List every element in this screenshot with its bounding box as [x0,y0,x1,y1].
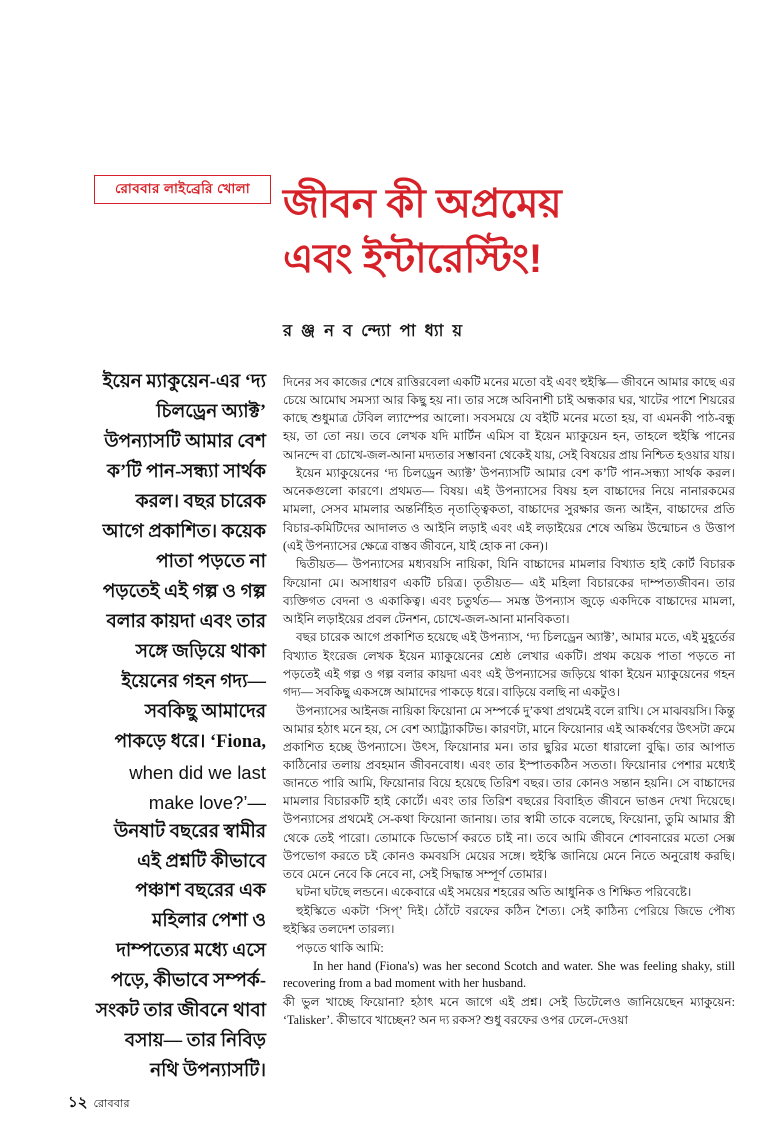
pull-quote-line: বসায়— তার নিবিড় [124,1031,266,1052]
pull-quote-line: make love?’— [148,791,266,813]
pull-quote [70,368,266,1087]
kicker-label: রোববার লাইব্রেরি খোলা [114,181,251,196]
pull-quote-line: when did we last [129,761,266,783]
pull-quote-line: পাকড়ে ধরে। ‘Fiona, [114,731,266,752]
pull-quote-line: সংকট তার জীবনে থাবা [95,1001,266,1022]
pull-quote-line: ক’টি পান-সন্ধ্যা সার্থক [107,461,266,482]
headline-line-1: জীবন কী অপ্রমেয় [283,181,562,226]
pull-quote-line: পঞ্চাশ বছরের এক [135,881,266,902]
page-number: ১২ [68,1094,88,1111]
pull-quote-line: চিলড্রেন অ্যাক্ট’ [156,401,266,422]
kicker-badge [94,175,271,204]
pull-quote-line: বলার কায়দা এবং তার [106,611,266,632]
article-masthead [0,150,770,340]
page-footer [68,1091,130,1116]
publication-name: রোববার [93,1098,130,1110]
body-paragraph: হুইস্কিতে একটা ‘সিপ্‌’ দিই। ঠোঁটে বরফের কঠিন শৈত্য। সেই কাঠিন্য পেরিয়ে জিভে পৌষ্য হুইস্কির তলদেশ তারল্য। [283,904,735,937]
pull-quote-line: সঙ্গে জড়িয়ে থাকা [135,641,266,662]
pull-quote-line: করল। বছর চারেক [135,491,266,512]
body-paragraph: দ্বিতীয়ত— উপন্যাসের মধ্যবয়সি নায়িকা, যিনি বাচ্চাদের মামলার বিখ্যাত হাই কোর্ট বিচারক ফিয়োনা মে। অসাধারণ একটি চরিত্র। তৃতীয়ত— এই মহিলা বিচারকের দাম্পত্যজীবন। তার ব্যক্তিগত বেদনা ও একাকিত্ব। এবং চতুর্থত— সমস্ত উপন্যাস জুড়ে একদিকে বাচ্চাদের মামলা, আইনি লড়াইয়ের প্রবল টেনশন, চোখে-জল-আনা মানবিকতা। [283,557,735,626]
body-paragraph: পড়তে থাকি আমি: [296,940,384,955]
page-title [283,177,753,287]
body-paragraph: বছর চারেক আগে প্রকাশিত হয়েছে এই উপন্যাস, ‘দ্য চিলড্রেন অ্যাক্ট’, আমার মতে, এই মুহূর্তের বিখ্যাত ইংরেজ লেখক ইয়েন ম্যাকুয়েনের শ্রেষ্ঠ লেখার একটি। প্রথম কয়েক পাতা পড়তে না পড়তেই এই গল্প ও গল্প বলার কায়দা এবং এই উপন্যাসের জড়িয়ে থাকা ইয়েন ম্যাকুয়েনের গহন গদ্য— সবকিছু একসঙ্গে আমাদের পাকড়ে ধরে। বাড়িয়ে বলছি না একটুও। [283,630,735,699]
body-paragraph: ঘটনা ঘটছে লন্ডনে। একেবারে এই সময়ের শহরের অতি আধুনিক ও শিক্ষিত পরিবেষ্টে। [296,885,692,900]
body-paragraph: কী ভুল খাচ্ছে ফিয়োনা? হঠাৎ মনে জাগে এই প্রশ্ন। সেই ডিটেলেও জানিয়েছেন ম্যাকুয়েন: ‘Talisker’. কীভাবে খাচ্ছেন? অন দ্য রকস? শুধু বরফের ওপর ঢেলে-দেওয়া [283,994,735,1028]
pull-quote-line: পড়ে, কীভাবে সম্পর্ক- [111,971,266,992]
main-text-column [283,373,735,1030]
pull-quote-line: পড়তেই এই গল্প ও গল্প [102,581,266,602]
pull-quote-line: মহিলার পেশা ও [152,911,266,932]
pull-quote-line: আগে প্রকাশিত। কয়েক [102,521,266,542]
pull-quote-line: দাম্পত্যের মধ্যে এসে [116,941,266,962]
pull-quote-line: এই প্রশ্নটি কীভাবে [137,851,266,872]
pull-quote-line: সবকিছু আমাদের [144,701,266,722]
english-excerpt: In her hand (Fiona's) was her second Scotch and water. She was feeling shaky, still recovering from a bad moment with her husband. [283,958,735,990]
headline-line-2: এবং ইন্টারেস্টিং! [283,236,542,281]
pull-quote-line: ইয়েনের গহন গদ্য— [121,671,266,692]
pull-quote-line: ইয়েন ম্যাকুয়েন-এর ‘দ্য [102,372,266,392]
body-paragraph: দিনের সব কাজের শেষে রাত্তিরবেলা একটি মনের মতো বই এবং হুইস্কি— জীবনে আমার কাছে এর চেয়ে আমোঘ সমস্যা আর কিছু হয় না। তার সঙ্গে অবিনাশী চাই অন্ধকার ঘর, খাটের পাশে শিয়রের কাছে শুধুমাত্র টেবিল ল্যাম্পের আলো। সবসময়ে যে বইটি মনের মতো হয়, বা এমনকী পাঠ-বন্ধু হয়, তা তো নয়। তবে লেখক যদি মার্টিন এমিস বা ইয়েন ম্যাকুয়েন হন, তাহলে হুইস্কি পানের আনন্দে বা চোখে-জল-আনা মদ্যতার সম্ভাবনা থেকেই যায়, সেই বিষয়ের প্রায় নিশ্চিত হওয়ার যায়। [283,375,735,462]
pull-quote-line: পাতা পড়তে না [156,551,266,572]
author-byline: র ঞ্জ ন ব ন্দ্যো পা ধ্যা য় [283,322,465,340]
body-paragraph: উপন্যাসের আইনজ নায়িকা ফিয়োনা মে সম্পর্কে দু’কথা প্রথমেই বলে রাখি। সে মাঝবয়সি। কিন্তু আমার হঠাৎ মনে হয়, সে বেশ অ্যাট্র্যাকটিভ। কারণটা, মানে ফিয়োনার এই আকর্ষণের উৎসটা ক্রমে প্রকাশিত হচ্ছে উপন্যাসে। উৎস, ফিয়োনার মন। তার ছুরির মতো ধারালো বুদ্ধি। তার আপাত কাঠিনোর তলায় প্রবহমান জীবনবোধ। এবং তার ইস্পাতকঠিন সততা। ফিয়োনার পেশার মধ্যেই জানতে পারি আমি, ফিয়োনার বিয়ে হয়েছে তিরিশ বছর। তার কোনও সন্তান হয়নি। সে বাচ্চাদের মামলার বিচারকটি হাই কোর্টে। এবং তার তিরিশ বছরের বিবাহিত জীবনে ভাঙন দেখা দিয়েছে। উপন্যাসের প্রথমেই সে-কথা ফিয়োনা জানায়। তার স্বামী তাকে বলেছে, ফিয়োনা, তুমি আমার স্ত্রী থেকে তেই পারো। তোমাকে ডিভোর্স করতে চাই না। তবে আমি জীবনে শোবনারের মতো সেক্স উপভোগ করতে চই কোনও কমবয়সি মেয়ের সঙ্গে। হুইস্কি জানিয়ে মেনে নিতে অনুরোধ করছি। তবে মেনে নেবে কি নেবে না, সেই সিদ্ধান্ত সম্পূর্ণ তোমার। [283,703,735,881]
pull-quote-line: উপন্যাসটি আমার বেশ [104,431,266,452]
pull-quote-line: নথি উপন্যাসটি। [150,1061,266,1082]
pull-quote-line: উনষাট বছরের স্বামীর [113,821,266,842]
body-paragraph: ইয়েন ম্যাকুয়েনের ‘দ্য চিলড্রেন অ্যাক্ট’ উপন্যাসটি আমার বেশ ক’টি পান-সন্ধ্যা সার্থক করল। অনেকগুলো কারণে। প্রথমত— বিষয়। এই উপন্যাসের বিষয় হল বাচ্চাদের নিয়ে নানারকমের মামলা, সেসব মামলার অন্তর্নিহিত নৃতাত্ত্বিকতা, বাচ্চাদের সুরক্ষার জন্য আইন, বাচ্চাদের প্রতি বিচার-কমিটিদের আদালত ও আইনি লড়াই এবং এই লড়াইয়ের শেষে অন্তিম উন্মোচন ও উত্তাপ (এই উপন্যাসের ক্ষেত্রে বাস্তব জীবনে, যাই হোক না কেন)। [283,466,735,553]
